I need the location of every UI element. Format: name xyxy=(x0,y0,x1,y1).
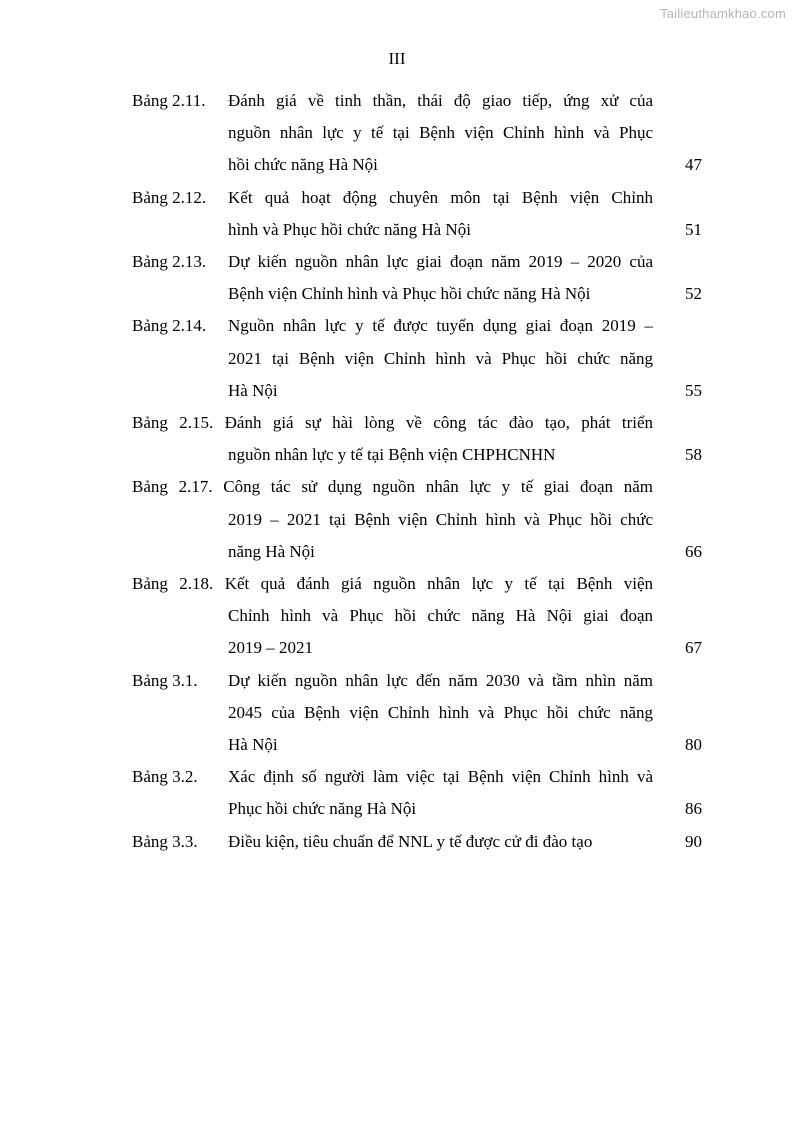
page-ref: 55 xyxy=(685,380,702,400)
toc-entry-3-3[interactable] xyxy=(132,826,704,858)
page-number: III xyxy=(388,49,406,68)
page-ref: 51 xyxy=(685,219,702,239)
toc-entry-2-13[interactable] xyxy=(132,246,704,310)
page-ref: 86 xyxy=(685,799,702,819)
watermark-text: Tailieuthamkhao.com xyxy=(660,6,786,21)
table-label: Bảng 3.2. xyxy=(132,767,198,787)
toc-entry-3-1[interactable] xyxy=(132,665,704,762)
toc-entry-2-17[interactable] xyxy=(132,471,704,568)
toc-entry-3-2[interactable] xyxy=(132,761,704,825)
toc-entry-2-15[interactable] xyxy=(132,407,704,471)
table-title: Điều kiện, tiêu chuẩn để NNL y tế được cử đi đào tạo xyxy=(228,831,593,851)
page-ref: 58 xyxy=(685,445,702,465)
page-ref: 47 xyxy=(685,155,702,175)
table-title: Xác định số người làm việc tại Bệnh viện Chỉnh hình và Phục hồi chức năng Hà Nội xyxy=(228,767,653,819)
page-ref: 90 xyxy=(685,831,702,851)
table-title: nguồn nhân lực y tế tại Bệnh viện CHPHCNHN xyxy=(228,445,556,465)
table-label: Bảng 2.12. xyxy=(132,187,207,207)
list-of-tables xyxy=(132,85,704,858)
table-label: Bảng 2.11. xyxy=(132,91,206,110)
table-title: Chỉnh hình và Phục hồi chức năng Hà Nội giai đoạn 2019 – 2021 xyxy=(228,606,653,658)
table-label: Bảng 3.1. xyxy=(132,670,198,690)
table-label: Bảng 2.14. xyxy=(132,316,207,336)
page-ref: 66 xyxy=(685,541,702,561)
table-label-and-title: Bảng 2.18. Kết quả đánh giá nguồn nhân lực y tế tại Bệnh viện xyxy=(132,574,653,594)
table-title: 2019 – 2021 tại Bệnh viện Chỉnh hình và Phục hồi chức năng Hà Nội xyxy=(228,509,653,561)
table-label-and-title: Bảng 2.17. Công tác sử dụng nguồn nhân lực y tế giai đoạn năm xyxy=(132,477,653,497)
toc-entry-2-18[interactable] xyxy=(132,568,704,665)
toc-entry-2-12[interactable] xyxy=(132,182,704,246)
table-label: Bảng 2.13. xyxy=(132,252,207,272)
table-label: Bảng 3.3. xyxy=(132,831,198,851)
table-label-and-title: Bảng 2.15. Đánh giá sự hài lòng về công tác đào tạo, phát triển xyxy=(132,413,653,433)
table-title: Đánh giá về tinh thần, thái độ giao tiếp, ứng xử của nguồn nhân lực y tế tại Bệnh viện Chỉnh hình và Phục hồi chức năng Hà Nội xyxy=(228,91,653,175)
page-ref: 80 xyxy=(685,735,702,755)
table-title: Kết quả hoạt động chuyên môn tại Bệnh viện Chỉnh hình và Phục hồi chức năng Hà Nội xyxy=(228,187,653,239)
table-title: Nguồn nhân lực y tế được tuyển dụng giai đoạn 2019 – 2021 tại Bệnh viện Chỉnh hình và Phục hồi chức năng Hà Nội xyxy=(228,316,653,400)
toc-entry-2-11[interactable] xyxy=(132,85,704,182)
page-ref: 52 xyxy=(685,284,702,304)
page-ref: 67 xyxy=(685,638,702,658)
toc-entry-2-14[interactable] xyxy=(132,310,704,407)
table-title: Dự kiến nguồn nhân lực giai đoạn năm 2019 – 2020 của Bệnh viện Chỉnh hình và Phục hồi chức năng Hà Nội xyxy=(228,252,653,304)
table-title: Dự kiến nguồn nhân lực đến năm 2030 và tầm nhìn năm 2045 của Bệnh viện Chỉnh hình và Phục hồi chức năng Hà Nội xyxy=(228,670,653,755)
